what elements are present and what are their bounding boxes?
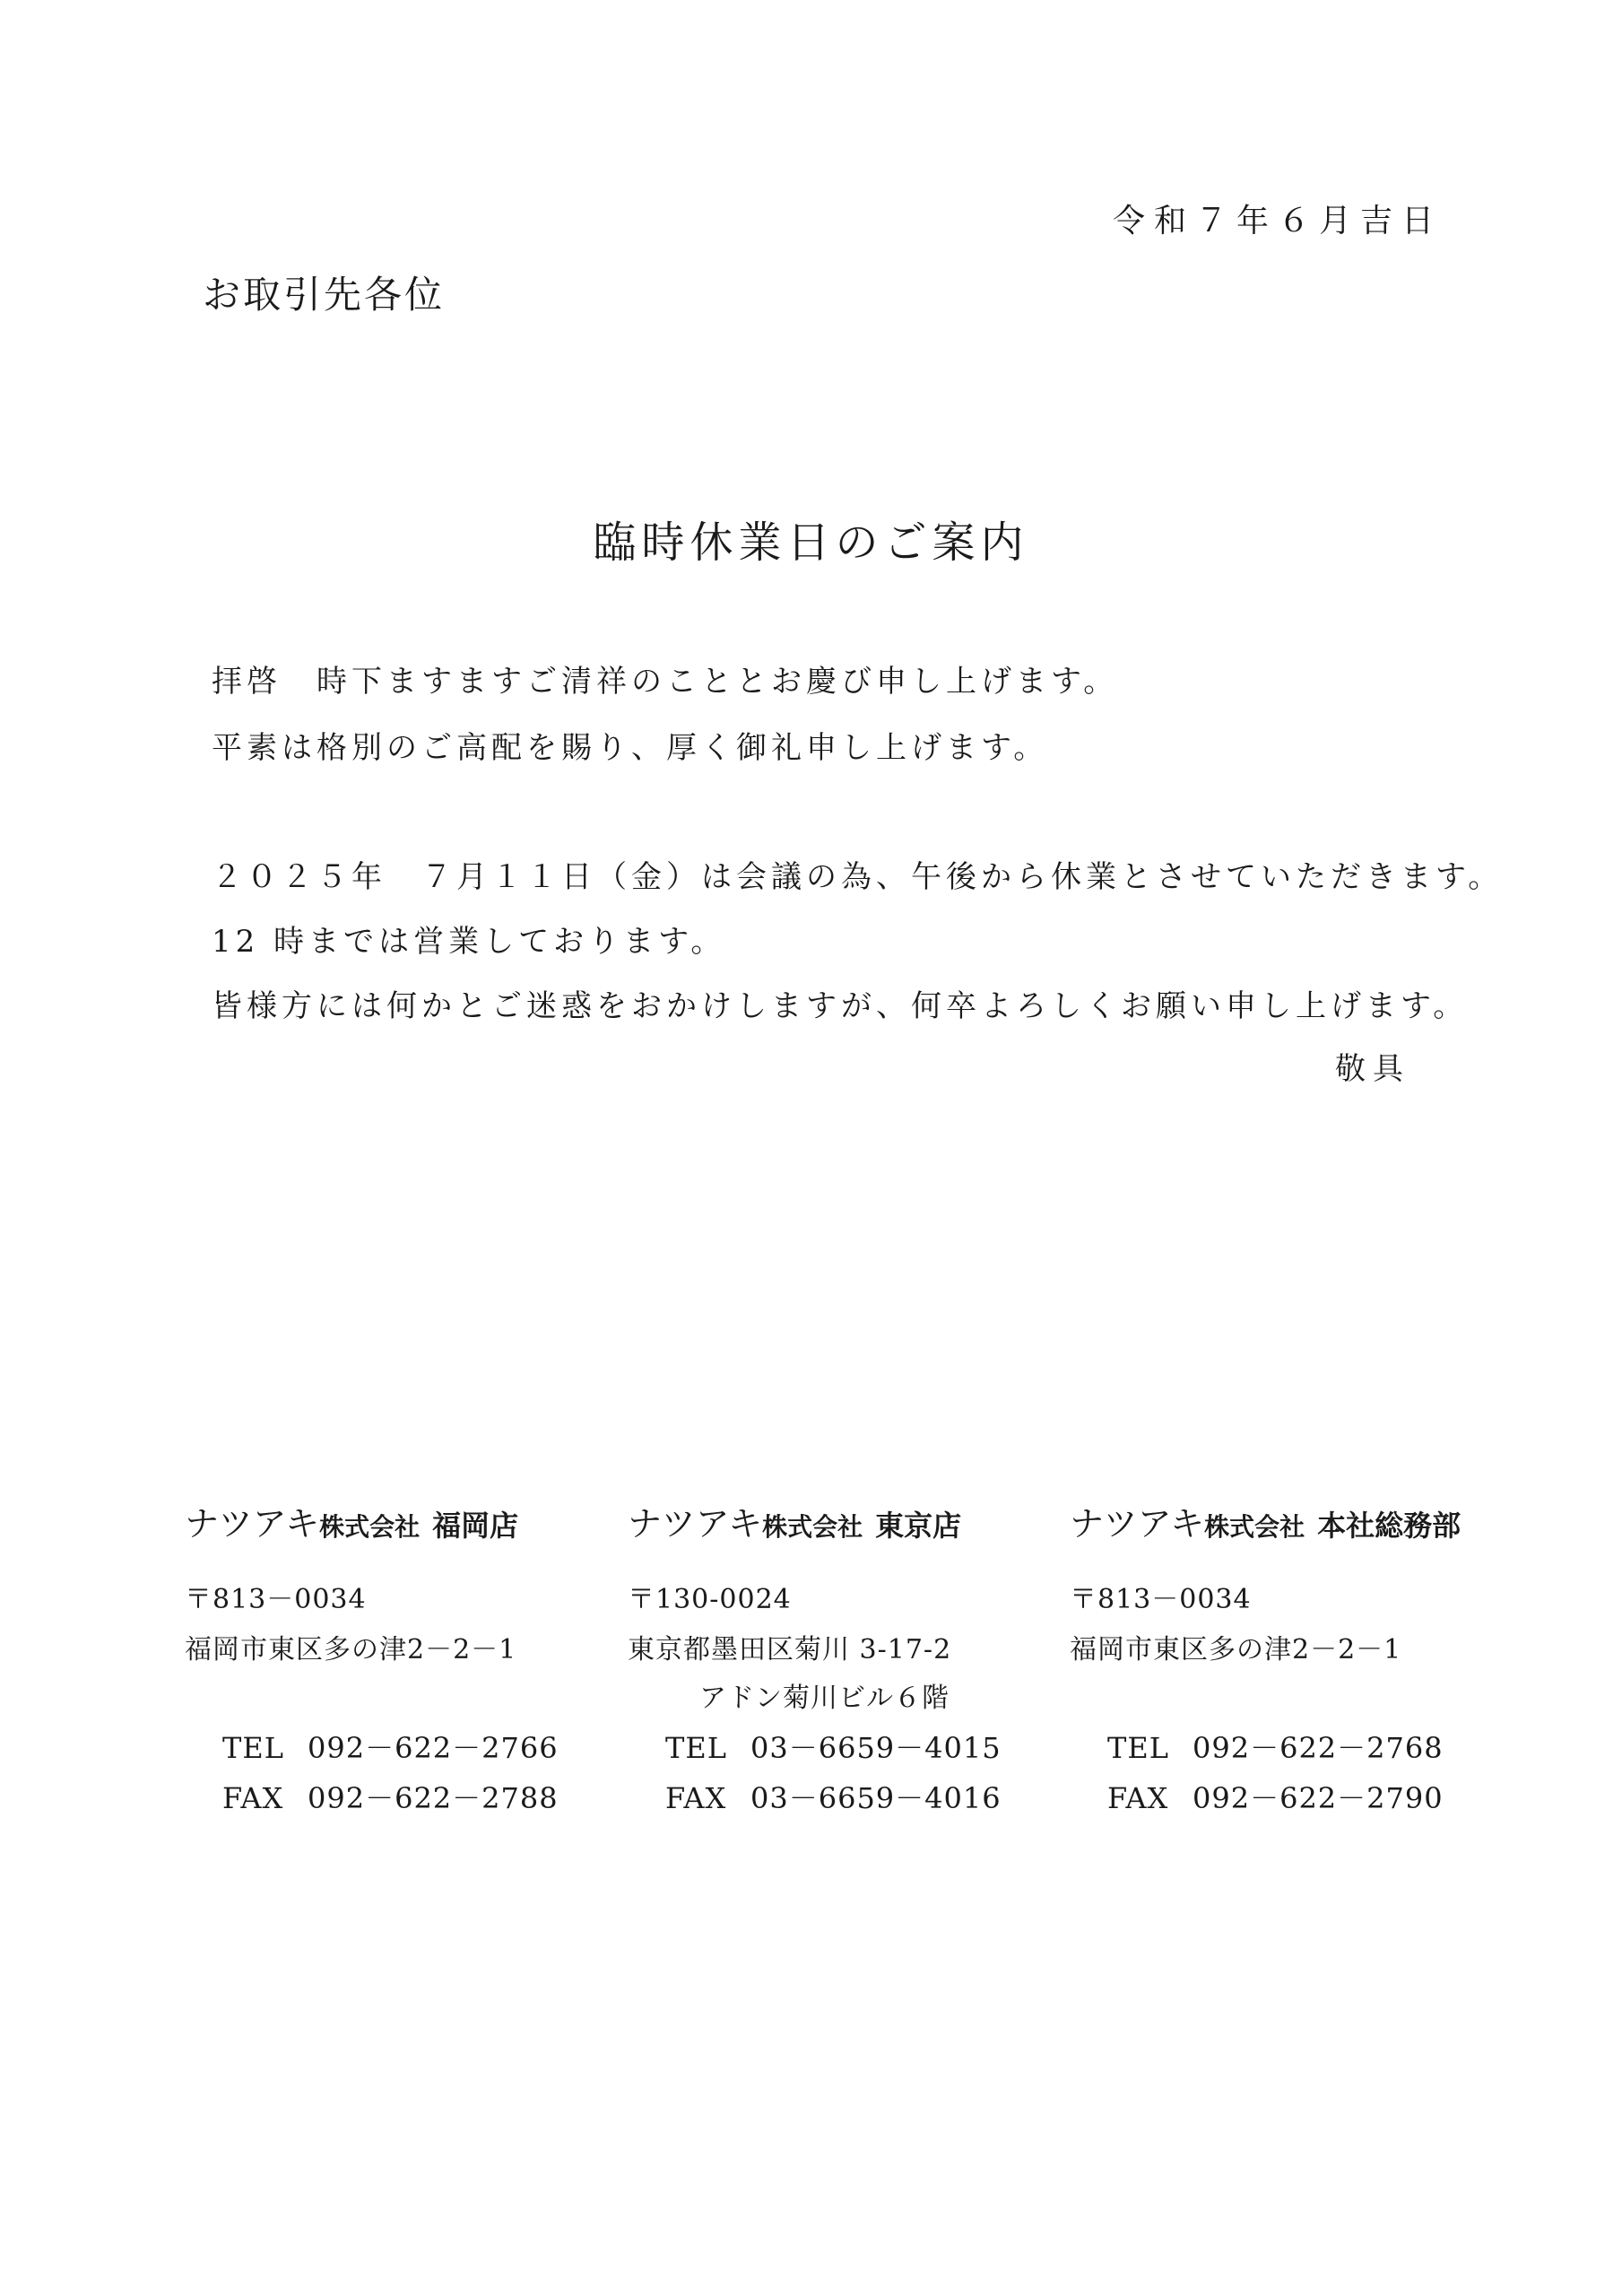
fax — [1107, 1776, 1444, 1817]
fax-number: 092－622－2790 — [1193, 1781, 1444, 1815]
tel-label: TEL — [222, 1731, 284, 1765]
body-closure-notice: ２０２５年 ７月１１日（金）は会議の為、午後から休業とさせていただきます。 — [212, 859, 1504, 895]
body-greeting: 拝啓 時下ますますご清祥のこととお慶び申し上げます。 — [212, 664, 1119, 700]
recipient: お取引先各位 — [203, 273, 446, 317]
company-type: 株式会社 — [762, 1512, 863, 1542]
store-fukuoka — [185, 1496, 651, 1819]
postal-code: 〒130-0024 — [628, 1584, 792, 1615]
fax-label: FAX — [1107, 1781, 1169, 1815]
closing-word: 敬具 — [1335, 1051, 1410, 1087]
store-name — [628, 1496, 961, 1545]
branch-name: 東京店 — [875, 1509, 962, 1543]
fax-label: FAX — [222, 1781, 284, 1815]
store-name — [1070, 1496, 1461, 1545]
fax-label: FAX — [665, 1781, 727, 1815]
body-apology: 皆様方には何かとご迷惑をおかけしますが、何卒よろしくお願い申し上げます。 — [212, 988, 1469, 1024]
document-date: 令和７年６月吉日 — [1112, 203, 1443, 239]
address: 東京都墨田区菊川 3-17-2 — [628, 1634, 952, 1665]
body-hours: 12 時までは営業しております。 — [212, 924, 726, 960]
address: 福岡市東区多の津2－2－1 — [1070, 1634, 1402, 1665]
postal-code: 〒813－0034 — [185, 1584, 367, 1615]
tel-label: TEL — [665, 1731, 727, 1765]
phone — [665, 1726, 1002, 1767]
company-name: ナツアキ — [628, 1504, 763, 1544]
store-name — [185, 1496, 518, 1545]
company-type: 株式会社 — [319, 1512, 421, 1542]
postal-code: 〒813－0034 — [1070, 1584, 1252, 1615]
address-building: アドン菊川ビル６階 — [699, 1683, 950, 1714]
body-thanks: 平素は格別のご高配を賜り、厚く御礼申し上げます。 — [212, 730, 1049, 766]
tel-number: 092－622－2766 — [308, 1731, 559, 1765]
phone — [222, 1726, 559, 1767]
phone — [1107, 1726, 1444, 1767]
store-tokyo — [628, 1496, 1094, 1819]
document-title: 臨時休業日のご案内 — [593, 517, 1029, 568]
fax-number: 03－6659－4016 — [750, 1781, 1002, 1815]
company-name: ナツアキ — [185, 1504, 320, 1544]
tel-number: 03－6659－4015 — [750, 1731, 1002, 1765]
company-name: ナツアキ — [1070, 1504, 1205, 1544]
tel-number: 092－622－2768 — [1193, 1731, 1444, 1765]
company-type: 株式会社 — [1204, 1512, 1305, 1542]
fax — [665, 1776, 1002, 1817]
store-headquarters — [1070, 1496, 1536, 1819]
tel-label: TEL — [1107, 1731, 1169, 1765]
branch-name: 本社総務部 — [1317, 1509, 1462, 1543]
fax-number: 092－622－2788 — [308, 1781, 559, 1815]
fax — [222, 1776, 559, 1817]
address: 福岡市東区多の津2－2－1 — [185, 1634, 517, 1665]
branch-name: 福岡店 — [432, 1509, 519, 1543]
